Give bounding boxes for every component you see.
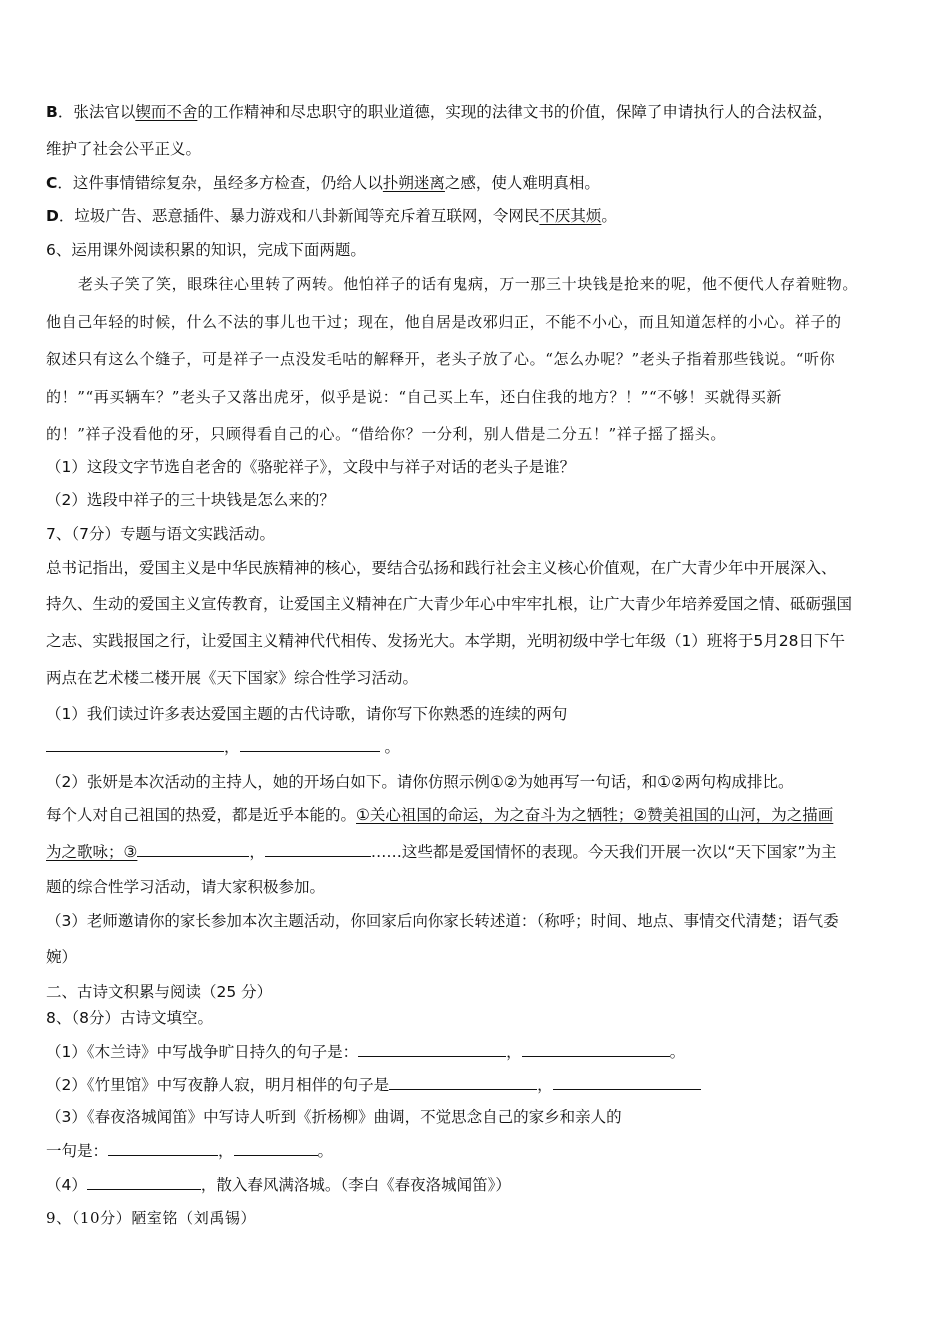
passage-line: 的！”“再买辆车？”老头子又落出虎牙，似乎是说：“自己买上车，还白住我的地方？！”“不够！买就得买新 xyxy=(46,388,783,406)
q7-sub3-continued: 婉） xyxy=(46,948,78,966)
q7-sub2: （2）张妍是本次活动的主持人，她的开场白如下。请你仿照示例①②为她再写一句话，和①②两句构成排比。 xyxy=(46,773,794,791)
option-b: B．张法官以锲而不舍的工作精神和尽忠职守的职业道德，实现的法律文书的价值，保障了申请执行人的合法权益， xyxy=(46,103,833,121)
answer-blank[interactable] xyxy=(553,1073,701,1090)
answer-blank[interactable] xyxy=(46,735,224,752)
answer-blank[interactable] xyxy=(87,1173,201,1190)
passage-line: 他自己年轻的时候，什么不法的事儿也干过；现在，他自居是改邪归正，不能不小心，而且知道怎样的小心。祥子的 xyxy=(46,313,842,331)
opening-line-2: 为之歌咏；③ ， ……这些都是爱国情怀的表现。今天我们开展一次以“天下国家”为主 xyxy=(46,840,910,863)
answer-blank[interactable] xyxy=(234,1139,318,1156)
underlined-phrase: 不厌其烦 xyxy=(539,207,602,225)
q8-item-3-continued: 一句是： ， 。 xyxy=(46,1139,910,1162)
q8-heading: 8、（8分）古诗文填空。 xyxy=(46,1009,213,1027)
q7-sub1-answer: ， 。 xyxy=(46,735,910,758)
section-heading: 二、古诗文积累与阅读（25 分） xyxy=(46,983,273,1001)
q7-paragraph-line: 持久、生动的爱国主义宣传教育，让爱国主义精神在广大青少年心中牢牢扎根，让广大青少年培养爱国之情、砥砺强国 xyxy=(46,595,853,613)
underlined-phrase: 扑朔迷离 xyxy=(382,174,445,192)
q7-heading: 7、（7分）专题与语文实践活动。 xyxy=(46,525,275,543)
answer-blank[interactable] xyxy=(240,735,380,752)
option-c-label: C xyxy=(46,174,58,192)
option-b-continued: 维护了社会公平正义。 xyxy=(46,140,202,158)
passage-line: 的！”祥子没看他的牙，只顾得看自己的心。“借给你？一分利，别人借是二分五！”祥子摇了摇头。 xyxy=(46,425,727,443)
q8-item-3: （3）《春夜洛城闻笛》中写诗人听到《折杨柳》曲调，不觉思念自己的家乡和亲人的 xyxy=(46,1108,622,1126)
opening-line-3: 题的综合性学习活动，请大家积极参加。 xyxy=(46,878,326,896)
answer-blank[interactable] xyxy=(137,840,249,857)
answer-blank[interactable] xyxy=(358,1040,506,1057)
passage-line: 叙述只有这么个缝子，可是祥子一点没发毛咕的解释开，老头子放了心。“怎么办呢？”老头子指着那些钱说。“听你 xyxy=(46,350,836,368)
option-d-label: D xyxy=(46,207,59,225)
q7-paragraph-line: 总书记指出，爱国主义是中华民族精神的核心，要结合弘扬和践行社会主义核心价值观，在广大青少年中开展深入、 xyxy=(46,559,837,577)
q8-item-4: （4） ，散入春风满洛城。（李白《春夜洛城闻笛》） xyxy=(46,1173,910,1196)
q7-sub1: （1）我们读过许多表达爱国主题的古代诗歌，请你写下你熟悉的连续的两句 xyxy=(46,705,568,723)
q6-sub2: （2）选段中祥子的三十块钱是怎么来的？ xyxy=(46,491,335,509)
option-c: C．这件事情错综复杂，虽经多方检查，仍给人以扑朔迷离之感，使人难明真相。 xyxy=(46,174,600,192)
q7-sub3: （3）老师邀请你的家长参加本次主题活动，你回家后向你家长转述道：（称呼；时间、地点、事情交代清楚；语气委 xyxy=(46,912,839,930)
q9-heading: 9、（10分）陋室铭（刘禹锡） xyxy=(46,1209,257,1227)
q7-paragraph-line: 之志、实践报国之行，让爱国主义精神代代相传、发扬光大。本学期，光明初级中学七年级（1）班将于5月28日下午 xyxy=(46,632,845,650)
answer-blank[interactable] xyxy=(108,1139,218,1156)
q6-sub1: （1）这段文字节选自老舍的《骆驼祥子》，文段中与祥子对话的老头子是谁？ xyxy=(46,458,576,476)
q8-item-2: （2）《竹里馆》中写夜静人寂，明月相伴的句子是 ， xyxy=(46,1073,910,1096)
option-d: D．垃圾广告、恶意插件、暴力游戏和八卦新闻等充斥着互联网，令网民不厌其烦。 xyxy=(46,207,617,225)
option-b-label: B xyxy=(46,103,58,121)
q6-heading: 6、运用课外阅读积累的知识，完成下面两题。 xyxy=(46,241,366,259)
passage-line: 老头子笑了笑，眼珠往心里转了两转。他怕祥子的话有鬼病，万一那三十块钱是抢来的呢，他不便代人存着赃物。 xyxy=(78,275,859,293)
q7-paragraph-line: 两点在艺术楼二楼开展《天下国家》综合性学习活动。 xyxy=(46,669,419,687)
answer-blank[interactable] xyxy=(389,1073,537,1090)
opening-line-1: 每个人对自己祖国的热爱，都是近乎本能的。①关心祖国的命运，为之奋斗为之牺牲；②赞美祖国的山河，为之描画 xyxy=(46,806,834,824)
answer-blank[interactable] xyxy=(522,1040,670,1057)
underlined-phrase: 锲而不舍 xyxy=(135,103,198,121)
q8-item-1: （1）《木兰诗》中写战争旷日持久的句子是： ， 。 xyxy=(46,1040,910,1063)
answer-blank[interactable] xyxy=(265,840,371,857)
